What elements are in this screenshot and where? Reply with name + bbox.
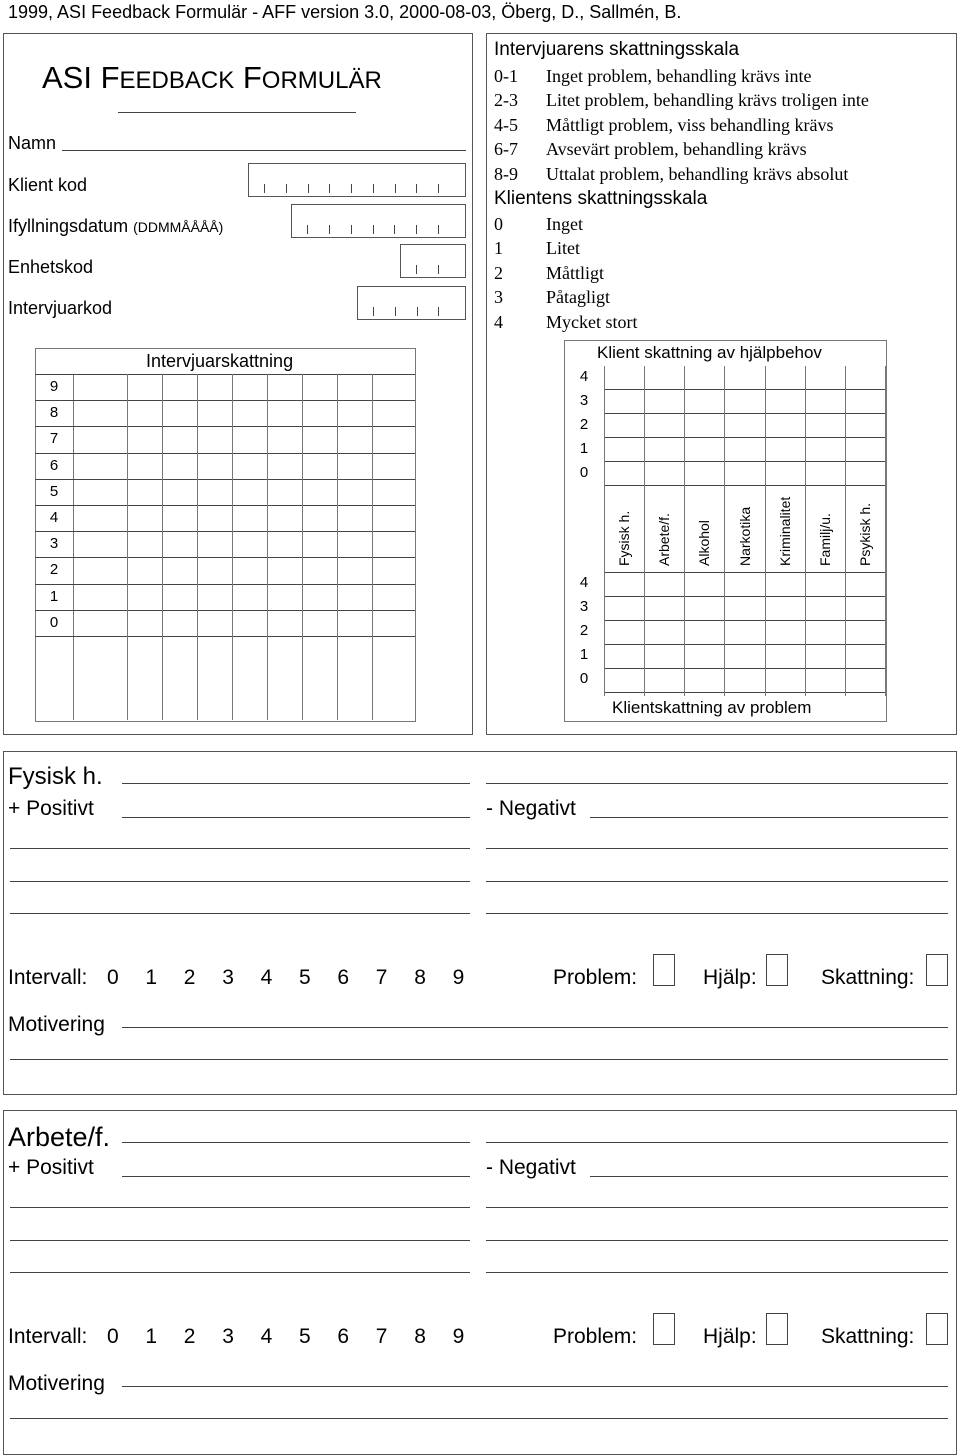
section-panel xyxy=(3,751,957,1095)
grid-col-line xyxy=(805,366,806,696)
motivation-line[interactable] xyxy=(122,1386,948,1387)
namn-field[interactable] xyxy=(62,150,466,151)
rating-scale-2: 2 xyxy=(49,561,59,579)
problem-scale-1: 1 xyxy=(579,646,589,663)
interval-option-4[interactable]: 4 xyxy=(260,966,273,989)
title-line[interactable] xyxy=(486,1142,948,1143)
grid-col-line xyxy=(644,366,645,696)
ifyllningsdatum-label: Ifyllningsdatum (DDMMÅÅÅÅ) xyxy=(8,216,224,236)
positive-line[interactable] xyxy=(10,1207,470,1208)
negative-line[interactable] xyxy=(590,1176,948,1177)
code-field-tick xyxy=(438,184,439,193)
interviewer-scale-code: 2-3 xyxy=(494,90,518,111)
grid-row-line xyxy=(604,413,885,414)
code-field-tick xyxy=(394,225,395,234)
problem-scale-4: 4 xyxy=(579,574,589,591)
interviewer-rating-grid[interactable] xyxy=(35,348,416,722)
rating-scale-1: 1 xyxy=(49,587,59,605)
interval-option-7[interactable]: 7 xyxy=(375,1325,388,1348)
client-scale-text: Mycket stort xyxy=(546,311,638,332)
grid-row-line xyxy=(35,453,415,454)
grid-col-line xyxy=(197,374,198,720)
help-scale-3: 3 xyxy=(579,392,589,409)
interviewer-scale-code: 8-9 xyxy=(494,163,518,184)
code-field-tick xyxy=(373,225,374,234)
grid-col-line xyxy=(337,374,338,720)
positive-line[interactable] xyxy=(10,881,470,882)
motivation-line[interactable] xyxy=(122,1027,948,1028)
enhetskod-label: Enhetskod xyxy=(8,257,94,277)
code-field-tick xyxy=(395,184,396,193)
interval-option-9[interactable]: 9 xyxy=(452,1325,465,1348)
client-problem-title: Klientskattning av problem xyxy=(612,698,812,717)
interval-option-0[interactable]: 0 xyxy=(107,1325,119,1348)
grid-col-line xyxy=(162,374,163,720)
grid-col-line xyxy=(765,366,766,696)
positive-line[interactable] xyxy=(10,1240,470,1241)
code-field-tick xyxy=(307,225,308,234)
rating-scale-0: 0 xyxy=(49,613,59,631)
grid-col-line xyxy=(372,374,373,720)
interviewer-scale-code: 0-1 xyxy=(494,66,518,86)
negative-line[interactable] xyxy=(590,817,948,818)
code-field-tick xyxy=(329,225,330,234)
positive-line[interactable] xyxy=(10,848,470,849)
grid-col-line xyxy=(127,374,128,720)
help-scale-2: 2 xyxy=(579,416,589,433)
client-scale-code: 4 xyxy=(494,311,503,332)
client-scale-title: Klientens skattningsskala xyxy=(494,188,708,209)
grid-col-line xyxy=(232,374,233,720)
code-field-tick xyxy=(438,307,439,316)
interval-option-4[interactable]: 4 xyxy=(260,1325,273,1348)
interval-option-7[interactable]: 7 xyxy=(375,966,388,989)
problem-scale-3: 3 xyxy=(579,598,589,615)
grid-col-line xyxy=(684,366,685,696)
rating-scale-8: 8 xyxy=(49,404,59,422)
grid-row-line xyxy=(604,389,885,390)
grid-row-line xyxy=(35,400,415,401)
interval-label: Intervall: xyxy=(8,1325,88,1348)
category-alkohol: Alkohol xyxy=(696,520,713,566)
section-panel xyxy=(3,1110,957,1455)
interval-option-8[interactable]: 8 xyxy=(414,1325,426,1348)
rating-box[interactable] xyxy=(926,954,948,986)
negative-label: - Negativt xyxy=(486,1156,576,1179)
code-field-tick xyxy=(438,225,439,234)
code-field-tick xyxy=(438,265,439,274)
code-field-tick xyxy=(373,184,374,193)
code-field-tick xyxy=(351,184,352,193)
title-line[interactable] xyxy=(122,783,470,784)
title-line[interactable] xyxy=(486,783,948,784)
help-box[interactable] xyxy=(766,954,788,986)
problem-scale-2: 2 xyxy=(579,622,589,639)
code-field-tick xyxy=(351,225,352,234)
rating-scale-7: 7 xyxy=(49,430,59,448)
negative-line[interactable] xyxy=(486,848,948,849)
category-familju: Familj/u. xyxy=(817,513,833,566)
negative-line[interactable] xyxy=(486,1240,948,1241)
grid-col-line xyxy=(845,366,846,696)
client-scale-text: Litet xyxy=(546,238,580,259)
help-scale-0: 0 xyxy=(579,464,589,481)
client-scale-text: Påtagligt xyxy=(546,287,610,308)
grid-col-line xyxy=(724,366,725,696)
grid-row-line xyxy=(35,584,415,585)
interviewer-scale-text: Måttligt problem, viss behandling krävs xyxy=(546,114,834,135)
help-scale-4: 4 xyxy=(579,368,589,385)
rating-scale-6: 6 xyxy=(49,456,59,474)
interviewer-rating-title: Intervjuarskattning xyxy=(146,351,294,371)
interviewer-scale-code: 6-7 xyxy=(494,139,518,160)
code-field-tick xyxy=(416,225,417,234)
code-field-tick xyxy=(308,184,309,193)
scale-column-border xyxy=(604,366,605,696)
grid-row-line xyxy=(35,531,415,532)
rating-scale-9: 9 xyxy=(49,378,59,395)
code-field-tick xyxy=(329,184,330,193)
category-psykiskh: Psykisk h. xyxy=(857,502,874,566)
motivation-line[interactable] xyxy=(10,1059,948,1060)
rating-scale-3: 3 xyxy=(49,535,59,553)
client-scale-text: Måttligt xyxy=(546,262,604,283)
problem-label: Problem: xyxy=(553,966,638,989)
code-field-tick xyxy=(373,307,374,316)
interviewer-scale-code: 4-5 xyxy=(494,114,518,135)
grid-row-line xyxy=(604,485,885,486)
grid-row-line xyxy=(604,668,885,669)
rating-box[interactable] xyxy=(926,1313,948,1345)
grid-row-line xyxy=(604,620,885,621)
ifyllningsdatum-field[interactable] xyxy=(291,204,466,238)
grid-row-line xyxy=(35,426,415,427)
interval-option-5[interactable]: 5 xyxy=(299,1325,311,1348)
client-scale-code: 3 xyxy=(494,287,503,308)
interviewer-scale-text: Inget problem, behandling krävs inte xyxy=(546,66,812,86)
enhetskod-field[interactable] xyxy=(400,244,466,278)
problem-box[interactable] xyxy=(653,954,675,986)
grid-row-line xyxy=(604,437,885,438)
grid-row-line xyxy=(35,505,415,506)
category-kriminalitet: Kriminalitet xyxy=(776,496,793,566)
positive-label: + Positivt xyxy=(8,797,94,820)
rating-scale-5: 5 xyxy=(49,482,59,500)
code-field-tick xyxy=(286,184,287,193)
client-help-title: Klient skattning av hjälpbehov xyxy=(597,343,822,362)
category-narkotika: Narkotika xyxy=(736,506,753,566)
interval-label: Intervall: xyxy=(8,966,88,989)
negative-label: - Negativt xyxy=(486,797,576,820)
grid-row-line xyxy=(604,596,885,597)
grid-col-line xyxy=(885,366,886,696)
rating-label: Skattning: xyxy=(821,1325,915,1348)
positive-label: + Positivt xyxy=(8,1156,94,1179)
negative-line[interactable] xyxy=(486,1272,948,1273)
help-box[interactable] xyxy=(766,1313,788,1345)
negative-line[interactable] xyxy=(486,913,948,914)
grid-row-line xyxy=(35,479,415,480)
form-title: ASI FEEDBACK FORMULÄR xyxy=(42,60,382,95)
problem-scale-0: 0 xyxy=(579,670,589,687)
motivation-label: Motivering xyxy=(8,1013,105,1036)
interval-option-2[interactable]: 2 xyxy=(183,966,196,989)
negative-line[interactable] xyxy=(486,881,948,882)
interval-option-6[interactable]: 6 xyxy=(337,966,350,989)
client-scale-code: 0 xyxy=(494,214,503,234)
grid-row-line xyxy=(604,461,885,462)
negative-line[interactable] xyxy=(486,1207,948,1208)
grid-row-line xyxy=(35,636,415,637)
namn-label: Namn xyxy=(8,133,57,153)
grid-row-line xyxy=(35,610,415,611)
title-line[interactable] xyxy=(122,1142,470,1143)
section-title: Fysisk h. xyxy=(8,763,103,790)
help-label: Hjälp: xyxy=(703,1325,757,1348)
interval-option-9[interactable]: 9 xyxy=(452,966,465,989)
rating-scale-4: 4 xyxy=(49,509,59,526)
klient-kod-field[interactable] xyxy=(248,163,466,197)
title-underline xyxy=(118,112,356,113)
positive-line[interactable] xyxy=(10,913,470,914)
client-scale-text: Inget xyxy=(546,214,583,234)
code-field-tick xyxy=(416,265,417,274)
positive-line[interactable] xyxy=(10,1272,470,1273)
interval-option-3[interactable]: 3 xyxy=(222,966,234,989)
code-field-tick xyxy=(417,307,418,316)
grid-row-line xyxy=(35,557,415,558)
interval-option-8[interactable]: 8 xyxy=(414,966,426,989)
interviewer-scale-text: Litet problem, behandling krävs troligen inte xyxy=(546,90,869,111)
motivation-label: Motivering xyxy=(8,1372,105,1395)
code-field-tick xyxy=(416,184,417,193)
code-field-tick xyxy=(395,307,396,316)
grid-row-line xyxy=(604,692,885,693)
grid-row-line xyxy=(604,644,885,645)
interval-option-6[interactable]: 6 xyxy=(337,1325,350,1348)
interviewer-scale-title: Intervjuarens skattningsskala xyxy=(494,39,740,60)
section-title: Arbete/f. xyxy=(8,1122,111,1152)
help-label: Hjälp: xyxy=(703,966,757,989)
problem-box[interactable] xyxy=(653,1313,675,1345)
client-rating-grid[interactable] xyxy=(564,340,887,722)
motivation-line[interactable] xyxy=(10,1418,948,1419)
grid-col-line xyxy=(267,374,268,720)
interval-option-0[interactable]: 0 xyxy=(107,966,119,989)
grid-row-line xyxy=(604,572,885,573)
rating-label: Skattning: xyxy=(821,966,915,989)
interval-option-1[interactable]: 1 xyxy=(145,966,158,989)
interval-option-2[interactable]: 2 xyxy=(183,1325,196,1348)
klient-kod-label: Klient kod xyxy=(8,175,88,195)
positive-line[interactable] xyxy=(122,817,470,818)
interval-option-1[interactable]: 1 xyxy=(145,1325,158,1348)
document-header: 1999, ASI Feedback Formulär - AFF version 3.0, 2000-08-03, Öberg, D., Sallmén, B. xyxy=(8,2,682,22)
intervjuarkod-label: Intervjuarkod xyxy=(8,298,113,318)
category-arbetef: Arbete/f. xyxy=(656,513,673,566)
problem-label: Problem: xyxy=(553,1325,638,1348)
positive-line[interactable] xyxy=(122,1176,470,1177)
interval-option-3[interactable]: 3 xyxy=(222,1325,234,1348)
grid-col-line xyxy=(302,374,303,720)
interviewer-scale-text: Avsevärt problem, behandling krävs xyxy=(546,139,807,160)
category-fysiskh: Fysisk h. xyxy=(616,510,632,566)
help-scale-1: 1 xyxy=(579,440,589,457)
code-field-tick xyxy=(264,184,265,193)
interviewer-scale-text: Uttalat problem, behandling krävs absolut xyxy=(546,163,849,184)
client-scale-code: 2 xyxy=(494,262,503,283)
interval-option-5[interactable]: 5 xyxy=(299,966,311,989)
grid-row-line xyxy=(35,374,415,375)
client-scale-code: 1 xyxy=(494,238,503,259)
